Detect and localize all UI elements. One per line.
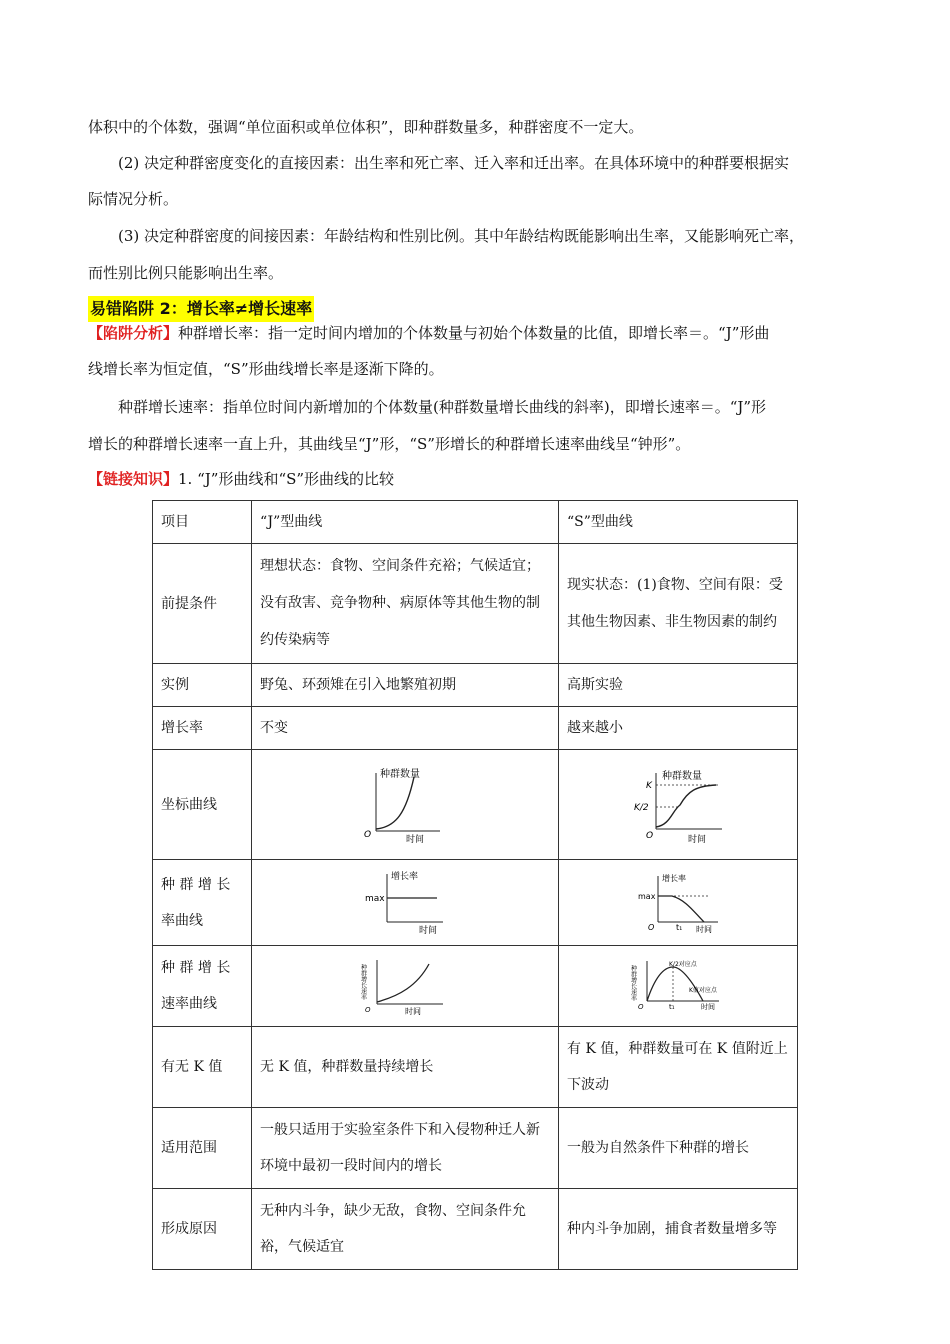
k-value-j: 无 K 值，种群数量持续增长 [252, 1027, 559, 1108]
s-rate-max-label: max [638, 891, 656, 901]
scope-j: 一般只适用于实验室条件下和入侵物种迁人新环境中最初一段时间内的增长 [252, 1108, 559, 1189]
s-rate-y-label: 增长率 [662, 873, 686, 883]
k-value-label: 有无 K 值 [153, 1027, 252, 1108]
rate-label: 增长率 [153, 707, 252, 750]
table-row-example [153, 664, 798, 707]
s-speed-curve-figure [629, 957, 723, 1015]
scope-s: 一般为自然条件下种群的增长 [559, 1108, 798, 1189]
scope-label: 适用范围 [153, 1108, 252, 1189]
table-row-speed-curve [153, 946, 798, 1027]
s-speed-k-point: K值对应点 [689, 987, 717, 994]
header-j-curve: “J”型曲线 [252, 501, 559, 544]
j-population-curve-figure [362, 767, 448, 843]
s-num-x-label: 时间 [688, 834, 707, 845]
analysis-tag: 【陷阱分析】 [88, 324, 179, 342]
rate-curve-j [252, 860, 559, 946]
paragraph-direct-factors: (2) 决定种群密度变化的直接因素：出生率和死亡率、迁入率和迁出率。在具体环境中的种群要根据实 [118, 154, 790, 172]
table-row-premise [153, 544, 798, 664]
s-speed-origin: O [638, 1003, 644, 1011]
paragraph-indirect-factors: (3) 决定种群密度的间接因素：年龄结构和性别比例。其中年龄结构既能影响出生率，又能影响死亡率， [118, 227, 805, 245]
paragraph-direct-factors-cont: 际情况分析。 [88, 190, 179, 208]
trap-analysis-cont: 线增长率为恒定值，“S”形曲线增长率是逐渐下降的。 [88, 360, 444, 378]
link-text: 1. “J”形曲线和“S”形曲线的比较 [178, 470, 395, 488]
j-num-x-label: 时间 [406, 834, 425, 845]
cause-j: 无种内斗争，缺少无敌，食物、空间条件允裕，气候适宜 [252, 1189, 559, 1270]
s-num-origin: O [646, 830, 654, 841]
j-rate-max-label: max [365, 893, 385, 904]
example-j: 野兔、环颈雉在引入地繁殖初期 [252, 664, 559, 707]
table-row-cause [153, 1189, 798, 1270]
speed-curve-s [559, 946, 798, 1027]
link-knowledge [88, 468, 878, 490]
j-rate-x-label: 时间 [419, 925, 438, 936]
j-speed-curve-figure [359, 956, 447, 1016]
growth-speed-definition: 种群增长速率：指单位时间内新增加的个体数量(种群数量增长曲线的斜率)，即增长速率＝。“J”形 [118, 398, 767, 416]
j-num-origin: O [364, 829, 372, 840]
j-rate-y-label: 增长率 [391, 871, 419, 882]
coord-curve-s [559, 750, 798, 860]
coord-curve-j [252, 750, 559, 860]
s-rate-x-label: 时间 [696, 924, 712, 934]
s-rate-origin: O [648, 922, 655, 932]
table-row-rate-curve [153, 860, 798, 946]
rate-s: 越来越小 [559, 707, 798, 750]
speed-curve-label: 种 群 增 长 速率曲线 [153, 946, 252, 1027]
s-k-label: K [646, 780, 652, 791]
example-s: 高斯实验 [559, 664, 798, 707]
s-speed-k2-point: K/2对应点 [669, 961, 697, 968]
s-num-y-label: 种群数量 [662, 770, 702, 782]
rate-j: 不变 [252, 707, 559, 750]
paragraph-indirect-factors-cont: 而性别比例只能影响出生率。 [88, 264, 284, 282]
s-speed-y-label: 种群增长速率 [629, 965, 637, 1001]
j-speed-origin: O [365, 1006, 371, 1014]
s-rate-curve-figure [636, 872, 720, 934]
j-num-y-label: 种群数量 [380, 768, 420, 780]
example-label: 实例 [153, 664, 252, 707]
table-row-coord-curve [153, 750, 798, 860]
rate-curve-label: 种 群 增 长 率曲线 [153, 860, 252, 946]
table-row-rate [153, 707, 798, 750]
j-rate-curve-figure [363, 870, 447, 936]
paragraph-density-end: 体积中的个体数，强调“单位面积或单位体积”，即种群数量多，种群密度不一定大。 [88, 118, 644, 136]
trap-analysis [88, 322, 878, 344]
link-tag: 【链接知识】 [88, 470, 179, 488]
trap-heading: 易错陷阱 2：增长率≠增长速率 [88, 296, 314, 322]
s-speed-x-label: 时间 [701, 1003, 715, 1011]
speed-curve-j [252, 946, 559, 1027]
k-value-s: 有 K 值，种群数量可在 K 值附近上下波动 [559, 1027, 798, 1108]
premise-s: 现实状态：(1)食物、空间有限：受其他生物因素、非生物因素的制约 [559, 544, 798, 664]
header-s-curve: “S”型曲线 [559, 501, 798, 544]
premise-j: 理想状态：食物、空间条件充裕；气候适宜；没有敌害、竞争物种、病原体等其他生物的制约传染病等 [252, 544, 559, 664]
analysis-text: 种群增长率：指一定时间内增加的个体数量与初始个体数量的比值，即增长率＝。“J”形曲 [178, 324, 770, 342]
j-speed-y-label: 种群增长速率 [359, 964, 367, 1000]
header-item: 项目 [153, 501, 252, 544]
j-speed-x-label: 时间 [405, 1007, 421, 1016]
s-k-half-label: K/2 [634, 802, 649, 813]
table-row-k-value [153, 1027, 798, 1108]
comparison-table [152, 500, 798, 1270]
premise-label: 前提条件 [153, 544, 252, 664]
coord-curve-label: 坐标曲线 [153, 750, 252, 860]
s-speed-t1: t₁ [669, 1003, 675, 1011]
s-population-curve-figure [630, 767, 726, 843]
rate-curve-s [559, 860, 798, 946]
cause-s: 种内斗争加剧，捕食者数量增多等 [559, 1189, 798, 1270]
s-rate-t1: t₁ [676, 922, 683, 932]
growth-speed-definition-cont: 增长的种群增长速率一直上升，其曲线呈“J”形，“S”形增长的种群增长速率曲线呈“钟形”。 [88, 435, 691, 453]
table-row-header [153, 501, 798, 544]
table-row-scope [153, 1108, 798, 1189]
cause-label: 形成原因 [153, 1189, 252, 1270]
